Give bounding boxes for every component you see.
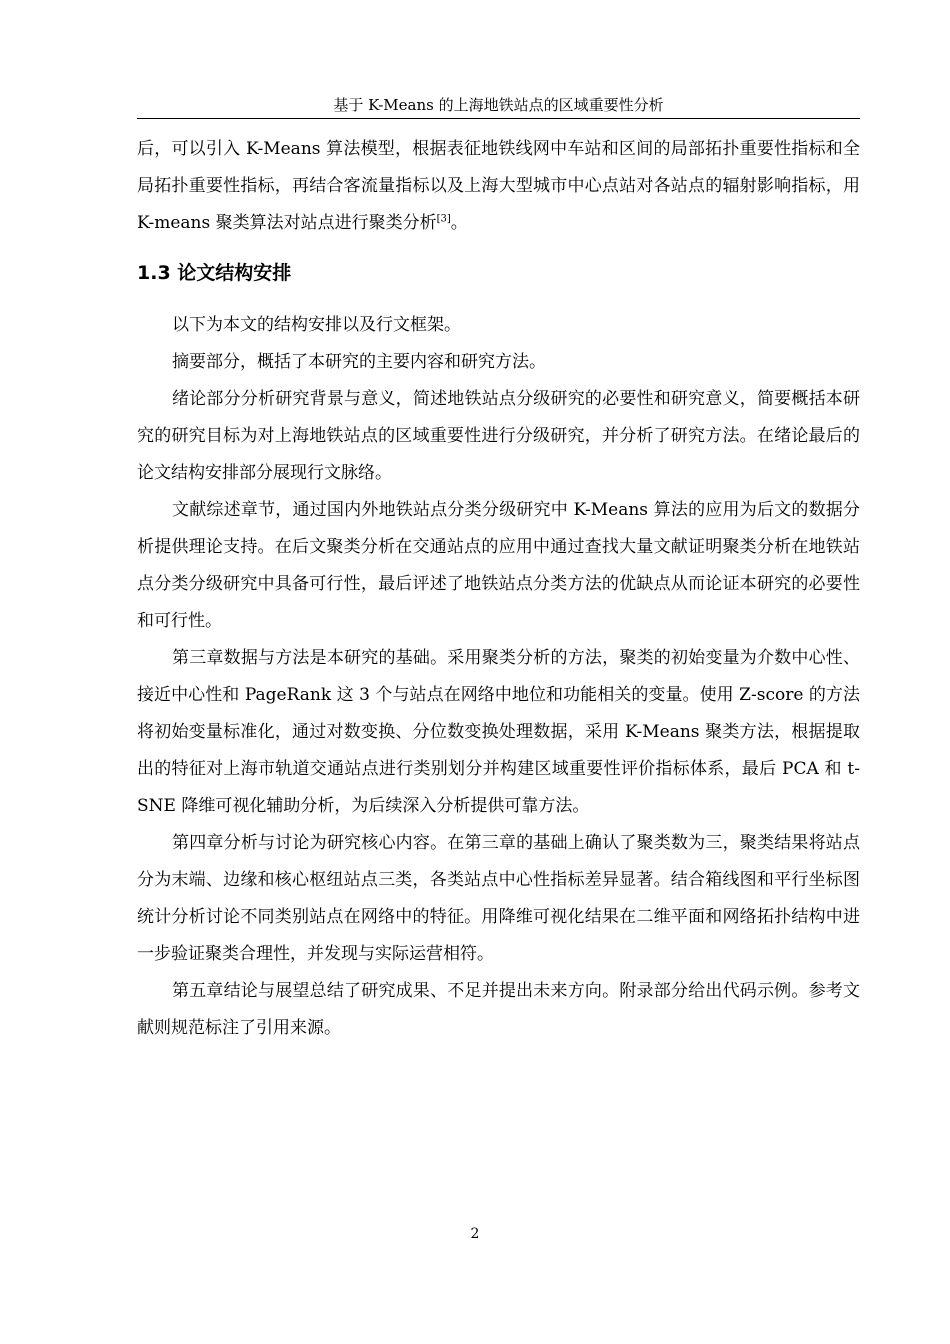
continuation-block (137, 131, 860, 242)
paragraph-chapter-three: 第三章数据与方法是本研究的基础。采用聚类分析的方法，聚类的初始变量为介数中心性、接近中心性和 PageRank 这 3 个与站点在网络中地位和功能相关的变量。使用 Z-score 的方法将初始变量标准化，通过对数变换、分位数变换处理数据，采用 K-Means 聚类方法，根据提取出的特征对上海市轨道交通站点进行类别划分并构建区域重要性评价指标体系，最后 PCA 和 t-SNE 降维可视化辅助分析，为后续深入分析提供可靠方法。 (137, 648, 860, 816)
paragraph-intro: 以下为本文的结构安排以及行文框架。 (172, 315, 461, 335)
running-header: 基于 K-Means 的上海地铁站点的区域重要性分析 (137, 92, 860, 119)
section-heading: 1.3 论文结构安排 (137, 262, 292, 284)
continuation-paragraph (137, 131, 860, 242)
paragraph-chapter-four: 第四章分析与讨论为研究核心内容。在第三章的基础上确认了聚类数为三，聚类结果将站点分为末端、边缘和核心枢纽站点三类，各类站点中心性指标差异显著。结合箱线图和平行坐标图统计分析讨论不同类别站点在网络中的特征。用降维可视化结果在二维平面和网络拓扑结构中进一步验证聚类合理性，并发现与实际运营相符。 (137, 833, 860, 964)
section-body (137, 307, 860, 1047)
paragraph-chapter-five: 第五章结论与展望总结了研究成果、不足并提出未来方向。附录部分给出代码示例。参考文献则规范标注了引用来源。 (137, 981, 860, 1038)
paragraph-literature-review: 文献综述章节，通过国内外地铁站点分类分级研究中 K-Means 算法的应用为后文的数据分析提供理论支持。在后文聚类分析在交通站点的应用中通过查找大量文献证明聚类分析在地铁站点分类分级研究中具备可行性，最后评述了地铁站点分类方法的优缺点从而论证本研究的必要性和可行性。 (137, 500, 860, 631)
citation-ref[interactable]: [3] (436, 213, 451, 225)
continuation-text: 后，可以引入 K-Means 算法模型，根据表征地铁线网中车站和区间的局部拓扑重要性指标和全局拓扑重要性指标，再结合客流量指标以及上海大型城市中心点站对各站点的辐射影响指标，用 K-means 聚类算法对站点进行聚类分析 (137, 139, 860, 233)
paragraph-introduction-chapter: 绪论部分分析研究背景与意义，简述地铁站点分级研究的必要性和研究意义，简要概括本研究的研究目标为对上海地铁站点的区域重要性进行分级研究，并分析了研究方法。在绪论最后的论文结构安排部分展现行文脉络。 (137, 389, 860, 483)
continuation-end: 。 (450, 213, 468, 233)
paragraph-abstract: 摘要部分，概括了本研究的主要内容和研究方法。 (172, 352, 546, 372)
page-number: 2 (470, 1226, 480, 1242)
